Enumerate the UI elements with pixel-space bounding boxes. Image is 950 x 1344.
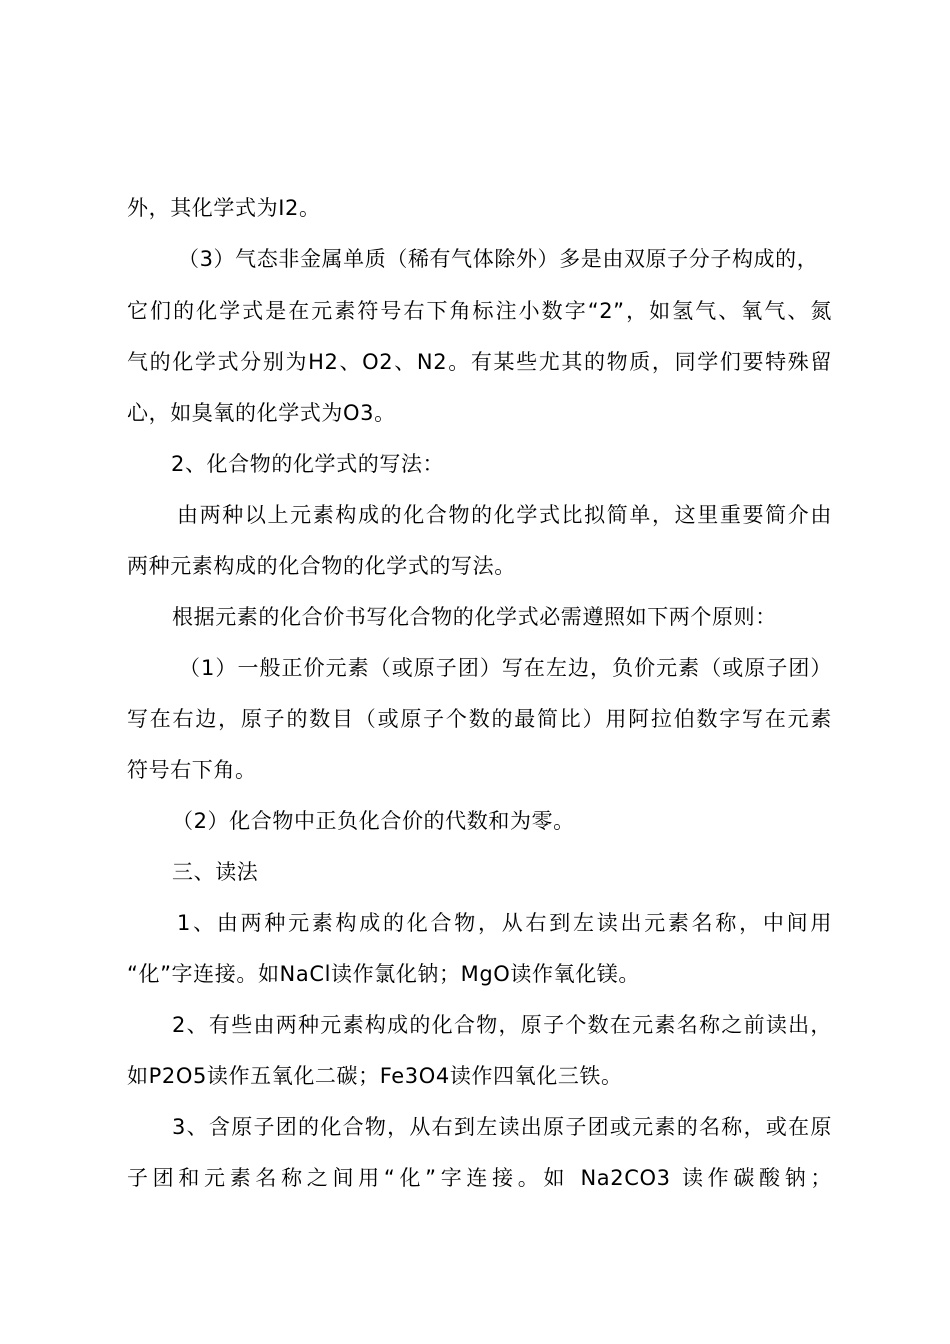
- text-line: 气的化学式分别为H2、O2、N2。有某些尤其的物质，同学们要特殊留: [127, 350, 832, 374]
- text-line: 符号右下角。: [127, 758, 257, 782]
- text-line: （3）气态非金属单质（稀有气体除外）多是由双原子分子构成的，: [178, 247, 819, 271]
- section-heading: 三、读法: [172, 860, 259, 884]
- text-line: 如P2O5读作五氧化二碳；Fe3O4读作四氧化三铁。: [127, 1064, 623, 1088]
- text-line: 它们的化学式是在元素符号右下角标注小数字“2”，如氢气、氧气、氮: [127, 299, 832, 323]
- text-line: 子团和元素名称之间用“化”字连接。如 Na2CO3 读作碳酸钠；: [127, 1166, 832, 1190]
- text-line: 外，其化学式为I2。: [127, 196, 321, 220]
- text-line: （2）化合物中正负化合价的代数和为零。: [172, 809, 575, 833]
- text-line: 两种元素构成的化合物的化学式的写法。: [127, 554, 516, 578]
- text-line: 3、含原子团的化合物，从右到左读出原子团或元素的名称，或在原: [172, 1115, 832, 1139]
- text-line: 写在右边，原子的数目（或原子个数的最简比）用阿拉伯数字写在元素: [127, 707, 832, 731]
- section-heading: 2、化合物的化学式的写法：: [171, 452, 445, 476]
- text-line: 根据元素的化合价书写化合物的化学式必需遵照如下两个原则：: [172, 605, 777, 629]
- text-line: 心，如臭氧的化学式为O3。: [127, 401, 396, 425]
- text-line: 由两种以上元素构成的化合物的化学式比拟简单，这里重要简介由: [177, 503, 832, 527]
- text-line: 2、有些由两种元素构成的化合物，原子个数在元素名称之前读出，: [172, 1013, 832, 1037]
- text-line: （1）一般正价元素（或原子团）写在左边，负价元素（或原子团）: [179, 656, 832, 680]
- text-line: “化”字连接。如NaCl读作氯化钠；MgO读作氧化镁。: [127, 962, 641, 986]
- text-line: 1、由两种元素构成的化合物，从右到左读出元素名称，中间用: [177, 911, 832, 935]
